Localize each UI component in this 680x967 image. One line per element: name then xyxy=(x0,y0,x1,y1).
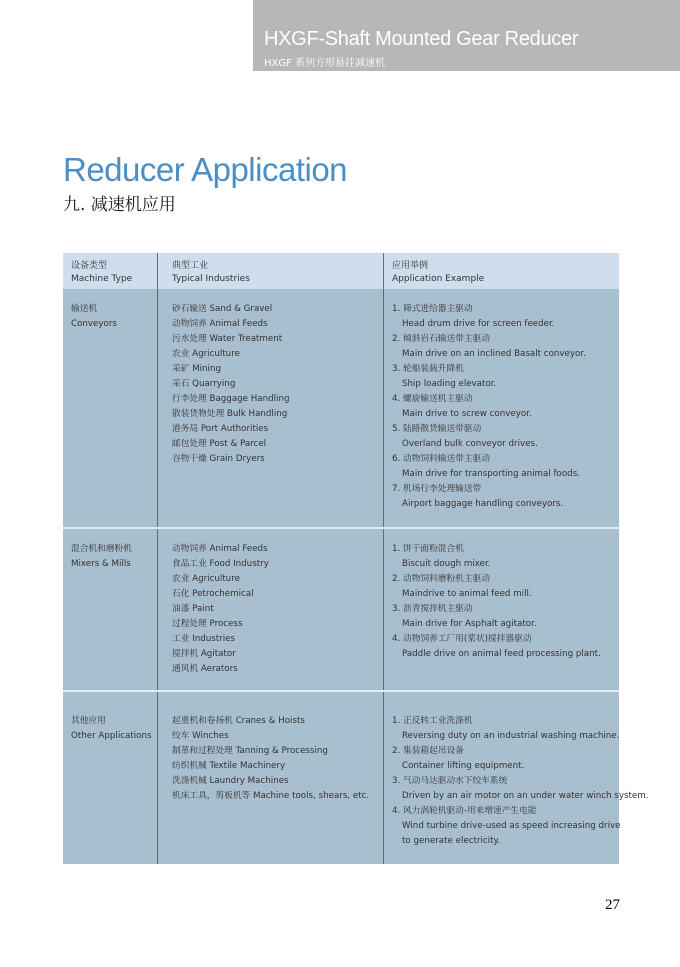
example-en: Overland bulk conveyor drives. xyxy=(402,439,538,449)
industries-cell xyxy=(172,542,269,677)
example-zh: 4. 风力涡轮机驱动-用来增速产生电能 xyxy=(392,806,537,816)
industry-item: 砂石输送 Sand & Gravel xyxy=(172,304,273,314)
example-zh: 3. 轮船装载升降机 xyxy=(392,364,464,374)
examples-cell xyxy=(392,302,586,512)
example-zh: 5. 陆路散货输送带驱动 xyxy=(392,424,482,434)
industry-item: 动物饲养 Animal Feeds xyxy=(172,319,268,329)
example-en: to generate electricity. xyxy=(402,836,501,846)
machine-type-cell: 输送机 Conveyors xyxy=(71,304,117,329)
industry-item: 行李处理 Baggage Handling xyxy=(172,394,290,404)
example-zh: 2. 集装箱起吊设备 xyxy=(392,746,464,756)
example-en: Airport baggage handling conveyors. xyxy=(402,499,564,509)
example-item xyxy=(392,804,648,849)
industry-item: 通风机 Aerators xyxy=(172,664,238,674)
industry-item: 起重机和卷扬机 Cranes & Hoists xyxy=(172,716,305,726)
example-item xyxy=(392,452,586,482)
industry-item: 搅拌机 Agitator xyxy=(172,649,236,659)
example-item xyxy=(392,422,586,452)
example-zh: 2. 倾斜岩石输送带主驱动 xyxy=(392,334,490,344)
examples-cell xyxy=(392,542,601,662)
example-item xyxy=(392,572,601,602)
header-application-example: 应用举例 Application Example xyxy=(392,261,485,284)
industries-cell xyxy=(172,302,290,467)
example-zh: 4. 动物饲养工厂用(桨状)搅拌器驱动 xyxy=(392,634,532,644)
industry-item: 农业 Agriculture xyxy=(172,349,240,359)
page-number: 27 xyxy=(605,897,620,913)
industry-item: 洗涤机械 Laundry Machines xyxy=(172,776,289,786)
example-item xyxy=(392,482,586,512)
example-en: Main drive for transporting animal foods. xyxy=(402,469,580,479)
industry-item: 过程处理 Process xyxy=(172,619,243,629)
example-en: Reversing duty on an industrial washing machine. xyxy=(402,731,620,741)
example-item xyxy=(392,392,586,422)
industry-item: 绞车 Winches xyxy=(172,731,229,741)
industry-item: 邮包处理 Post & Parcel xyxy=(172,439,267,449)
machine-type-cell: 混合机和磨粉机 Mixers & Mills xyxy=(71,544,132,569)
example-en: Maindrive to animal feed mill. xyxy=(402,589,532,599)
example-item xyxy=(392,744,648,774)
industry-item: 制革和过程处理 Tanning & Processing xyxy=(172,746,328,756)
page-title: Reducer Application xyxy=(63,151,348,188)
example-item xyxy=(392,542,601,572)
header-machine-type: 设备类型 Machine Type xyxy=(71,261,133,284)
application-table xyxy=(63,253,649,864)
industry-item: 机床工具，剪板机等 Machine tools, shears, etc. xyxy=(172,791,370,801)
industry-item: 石化 Petrochemical xyxy=(172,589,254,599)
industry-item: 采矿 Mining xyxy=(172,364,221,374)
example-en: Driven by an air motor on an under water winch system. xyxy=(402,791,649,801)
industry-item: 散装货物处理 Bulk Handling xyxy=(172,409,288,419)
example-zh: 1. 饼干面粉混合机 xyxy=(392,544,464,554)
column-divider xyxy=(157,253,158,864)
example-en: Paddle drive on animal feed processing plant. xyxy=(402,649,601,659)
example-zh: 1. 正反转工业洗涤机 xyxy=(392,716,473,726)
example-en: Main drive to screw conveyor. xyxy=(402,409,532,419)
page-subtitle: 九. 减速机应用 xyxy=(63,195,176,215)
example-en: Container lifting equipment. xyxy=(402,761,525,771)
examples-cell xyxy=(392,714,648,849)
header-banner xyxy=(253,0,680,71)
header-typical-industries: 典型工业 Typical Industries xyxy=(172,261,250,284)
row-divider xyxy=(63,527,619,529)
industry-item: 工业 Industries xyxy=(172,634,236,644)
example-zh: 4. 螺旋输送机主驱动 xyxy=(392,394,473,404)
example-item xyxy=(392,602,601,632)
machine-type-cell: 其他应用 Other Applications xyxy=(71,716,152,741)
example-en: Biscuit dough mixer. xyxy=(402,559,491,569)
header-subtitle: HXGF 系列方形悬挂减速机 xyxy=(264,58,386,69)
industry-item: 动物饲养 Animal Feeds xyxy=(172,544,268,554)
example-en: Wind turbine drive-used as speed increasing drive xyxy=(402,821,621,831)
row-divider xyxy=(63,690,619,692)
industries-cell xyxy=(172,714,369,804)
example-zh: 3. 气动马达驱动水下绞车系统 xyxy=(392,776,508,786)
example-en: Head drum drive for screen feeder. xyxy=(402,319,555,329)
example-item xyxy=(392,774,648,804)
industry-item: 油漆 Paint xyxy=(172,604,214,614)
example-item xyxy=(392,362,586,392)
example-item xyxy=(392,714,648,744)
example-zh: 3. 沥青搅拌机主驱动 xyxy=(392,604,473,614)
example-zh: 7. 机场行李处理输送带 xyxy=(392,484,482,494)
column-divider xyxy=(383,253,384,864)
example-item xyxy=(392,332,586,362)
example-item xyxy=(392,302,586,332)
industry-item: 港务局 Port Authorities xyxy=(172,424,269,434)
example-zh: 6. 动物饲料输送带主驱动 xyxy=(392,454,490,464)
industry-item: 污水处理 Water Treatment xyxy=(172,334,283,344)
industry-item: 农业 Agriculture xyxy=(172,574,240,584)
example-zh: 1. 筛式进给器主驱动 xyxy=(392,304,473,314)
industry-item: 纺织机械 Textile Machinery xyxy=(172,761,286,771)
industry-item: 食品工业 Food Industry xyxy=(172,559,269,569)
example-en: Main drive for Asphalt agitator. xyxy=(402,619,537,629)
example-en: Ship loading elevator. xyxy=(402,379,497,389)
example-zh: 2. 动物饲料磨粉机主驱动 xyxy=(392,574,490,584)
industry-item: 谷物干燥 Grain Dryers xyxy=(172,454,265,464)
header-title: HXGF-Shaft Mounted Gear Reducer xyxy=(264,28,579,50)
example-item xyxy=(392,632,601,662)
example-en: Main drive on an inclined Basalt conveyor. xyxy=(402,349,586,359)
industry-item: 采石 Quarrying xyxy=(172,379,236,389)
table-header xyxy=(63,253,619,289)
